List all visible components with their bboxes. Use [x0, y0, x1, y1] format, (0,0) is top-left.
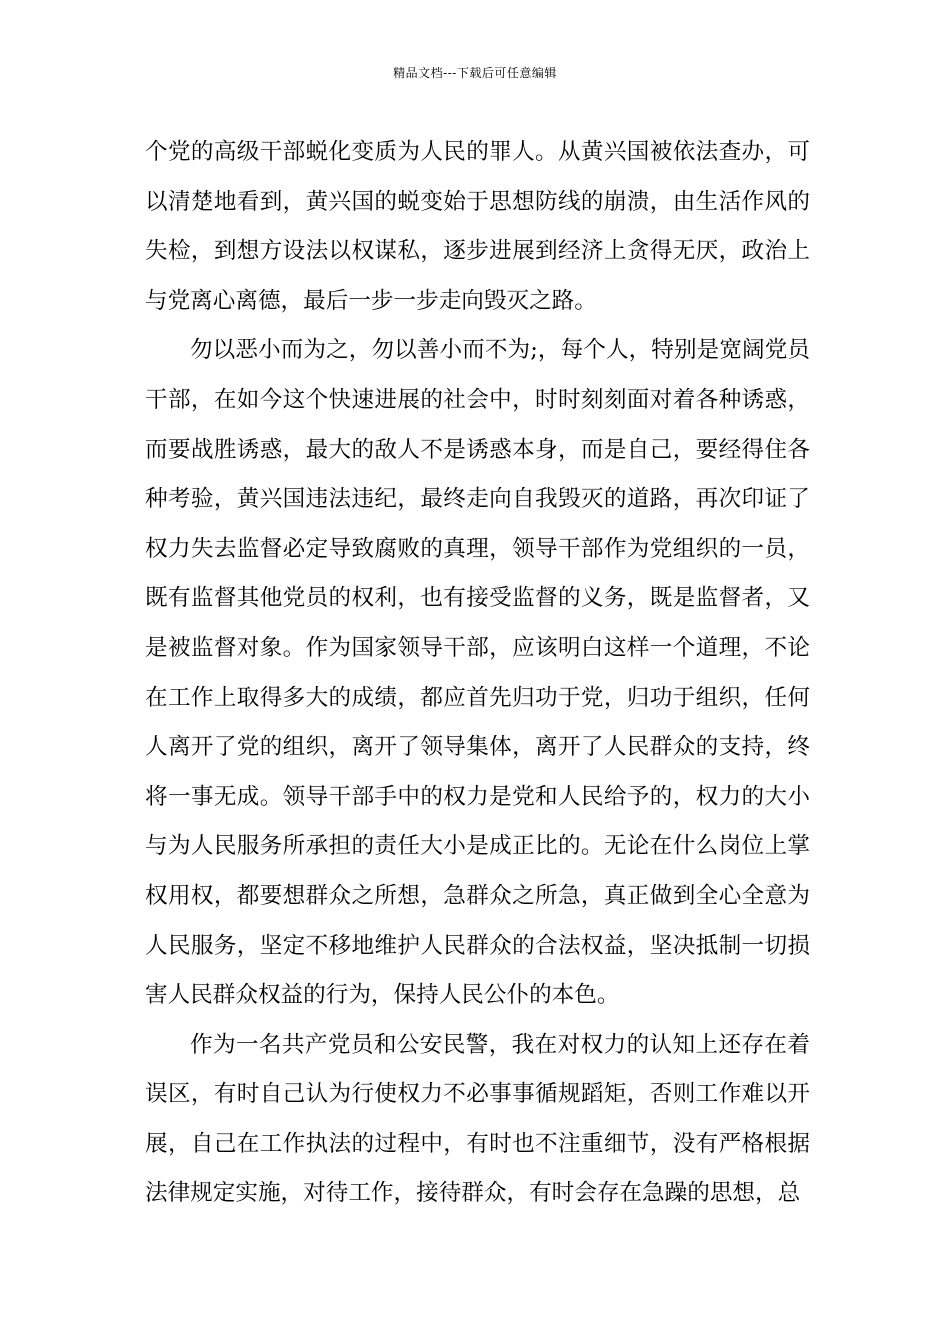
paragraph-power-supervision: 勿以恶小而为之，勿以善小而不为;，每个人，特别是宽阔党员干部，在如今这个快速进展的社会中，时时刻刻面对着各种诱惑，而要战胜诱惑，最大的敌人不是诱惑本身，而是自己，要经得住各种考验，黄兴国违法违纪，最终走向自我毁灭的道路，再次印证了权力失去监督必定导致腐败的真理，领导干部作为党组织的一员，既有监督其他党员的权利，也有接受监督的义务，既是监督者，又是被监督对象。作为国家领导干部，应该明白这样一个道理，不论在工作上取得多大的成绩，都应首先归功于党，归功于组织，任何人离开了党的组织，离开了领导集体，离开了人民群众的支持，终将一事无成。领导干部手中的权力是党和人民给予的，权力的大小与为人民服务所承担的责任大小是成正比的。无论在什么岗位上掌权用权，都要想群众之所想，急群众之所急，真正做到全心全意为人民服务，坚定不移地维护人民群众的合法权益，坚决抵制一切损害人民群众权益的行为，保持人民公仆的本色。	[145, 337, 810, 1009]
page-header: 精品文档---下载后可任意编辑	[393, 66, 557, 80]
paragraph-continuation: 个党的高级干部蜕化变质为人民的罪人。从黄兴国被依法查办，可以清楚地看到，黄兴国的蜕变始于思想防线的崩溃，由生活作风的失检，到想方设法以权谋私，逐步进展到经济上贪得无厌，政治上与党离心离德，最后一步一步走向毁灭之路。	[145, 139, 810, 314]
document-body	[145, 128, 810, 1219]
paragraph-self-reflection: 作为一名共产党员和公安民警，我在对权力的认知上还存在着误区，有时自己认为行使权力不必事事循规蹈矩，否则工作难以开展，自己在工作执法的过程中，有时也不注重细节，没有严格根据法律规定实施，对待工作，接待群众，有时会存在急躁的思想，总	[145, 1031, 810, 1207]
